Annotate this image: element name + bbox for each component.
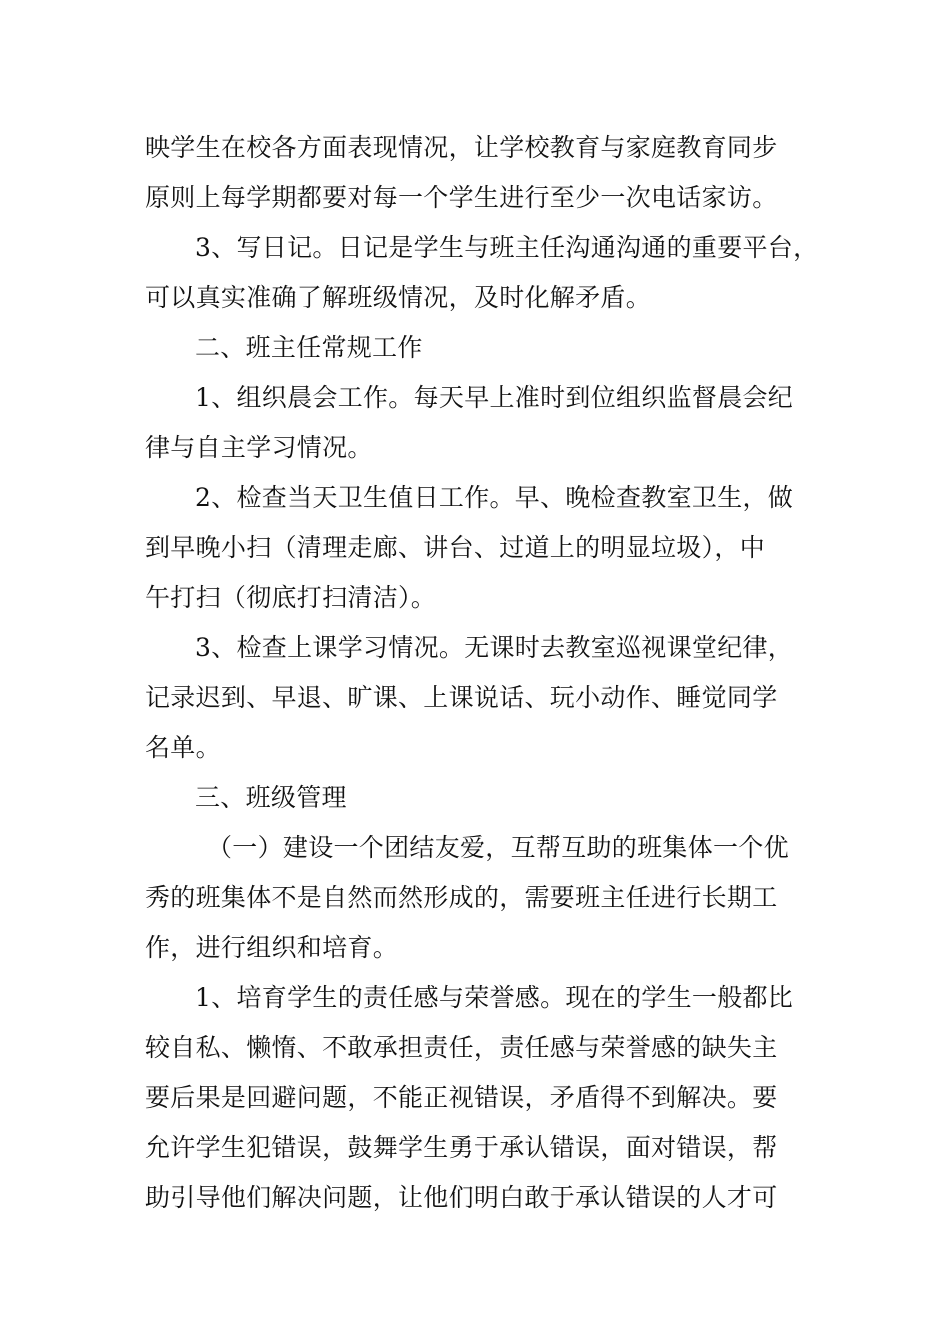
section-heading: 三、班级管理 xyxy=(195,783,347,812)
text-line: 到早晚小扫（清理走廊、讲台、过道上的明显垃圾），中 xyxy=(145,533,766,562)
text-line: 允许学生犯错误，鼓舞学生勇于承认错误，面对错误，帮 xyxy=(145,1133,778,1162)
text-line: 午打扫（彻底打扫清洁）。 xyxy=(145,583,437,612)
text-line: 3、写日记。日记是学生与班主任沟通沟通的重要平台， xyxy=(195,233,819,262)
text-line: 3、检查上课学习情况。无课时去教室巡视课堂纪律， xyxy=(195,633,794,662)
text-line: 2、检查当天卫生值日工作。早、晚检查教室卫生，做 xyxy=(195,483,794,512)
section-heading: 二、班主任常规工作 xyxy=(195,333,423,362)
text-line: 原则上每学期都要对每一个学生进行至少一次电话家访。 xyxy=(145,183,778,212)
text-line: 1、组织晨会工作。每天早上准时到位组织监督晨会纪 xyxy=(195,383,794,412)
text-line: 要后果是回避问题，不能正视错误，矛盾得不到解决。要 xyxy=(145,1083,778,1112)
text-line: 助引导他们解决问题，让他们明白敢于承认错误的人才可 xyxy=(145,1183,778,1212)
text-line: 1、培育学生的责任感与荣誉感。现在的学生一般都比 xyxy=(195,983,794,1012)
text-line: 可以真实准确了解班级情况，及时化解矛盾。 xyxy=(145,283,652,312)
text-line: 律与自主学习情况。 xyxy=(145,433,373,462)
text-line: 名单。 xyxy=(145,733,221,762)
text-line: 较自私、懒惰、不敢承担责任，责任感与荣誉感的缺失主 xyxy=(145,1033,778,1062)
text-line: 作，进行组织和培育。 xyxy=(145,933,399,962)
text-line: 秀的班集体不是自然而然形成的，需要班主任进行长期工 xyxy=(145,883,778,912)
text-line: 记录迟到、早退、旷课、上课说话、玩小动作、睡觉同学 xyxy=(145,683,778,712)
text-line: （一）建设一个团结友爱，互帮互助的班集体一个优 xyxy=(207,833,789,862)
text-line: 映学生在校各方面表现情况，让学校教育与家庭教育同步 xyxy=(145,133,778,162)
